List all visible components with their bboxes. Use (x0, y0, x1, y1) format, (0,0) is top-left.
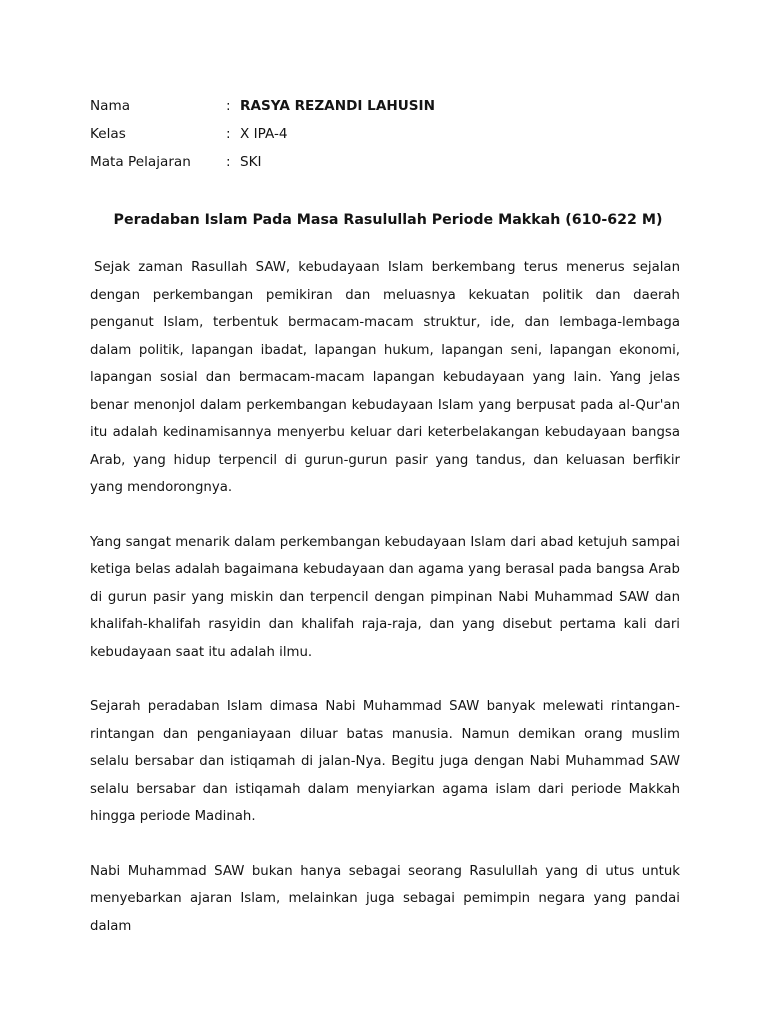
document-title: Peradaban Islam Pada Masa Rasulullah Periode Makkah (610-622 M) (113, 212, 663, 228)
info-colon: : (226, 154, 231, 170)
student-info-table (90, 92, 435, 176)
student-class: X IPA-4 (240, 126, 288, 142)
paragraph-4: Nabi Muhammad SAW bukan hanya sebagai seorang Rasulullah yang di utus untuk menyebarkan ajaran Islam, melainkan juga sebagai pemimpin negara yang pandai dalam (90, 863, 680, 934)
info-label-class: Kelas (90, 126, 126, 142)
info-label-name: Nama (90, 98, 131, 114)
info-row-name (90, 92, 435, 120)
info-colon: : (226, 126, 231, 142)
document-body (90, 254, 680, 940)
paragraph-3: Sejarah peradaban Islam dimasa Nabi Muhammad SAW banyak melewati rintangan-rintangan dan penganiayaan diluar batas manusia. Namun demikan orang muslim selalu bersabar dan istiqamah di jalan-Nya. Begitu juga dengan Nabi Muhammad SAW selalu bersabar dan istiqamah dalam menyiarkan agama islam dari periode Makkah hingga periode Madinah. (90, 699, 680, 824)
student-name: RASYA REZANDI LAHUSIN (240, 98, 435, 114)
paragraph-2: Yang sangat menarik dalam perkembangan kebudayaan Islam dari abad ketujuh sampai ketiga belas adalah bagaimana kebudayaan dan agama yang berasal pada bangsa Arab di gurun pasir yang miskin dan terpencil dengan pimpinan Nabi Muhammad SAW dan khalifah-khalifah rasyidin dan khalifah raja-raja, dan yang disebut pertama kali dari kebudayaan saat itu adalah ilmu. (90, 534, 680, 660)
info-row-subject (90, 148, 435, 176)
info-colon: : (226, 98, 231, 114)
info-row-class (90, 120, 435, 148)
subject-name: SKI (240, 154, 262, 170)
paragraph-1: Sejak zaman Rasullah SAW, kebudayaan Islam berkembang terus menerus sejalan dengan perkembangan pemikiran dan meluasnya kekuatan politik dan daerah penganut Islam, terbentuk bermacam-macam struktur, ide, dan lembaga-lembaga dalam politik, lapangan ibadat, lapangan hukum, lapangan seni, lapangan ekonomi, lapangan sosial dan bermacam-macam lapangan kebudayaan yang lain. Yang jelas benar menonjol dalam perkembangan kebudayaan Islam yang berpusat pada al-Qur'an itu adalah kedinamisannya menyerbu keluar dari keterbelakangan kebudayaan bangsa Arab, yang hidup terpencil di gurun-gurun pasir yang tandus, dan keluasan berfikir yang mendorongnya. (90, 260, 680, 495)
info-label-subject: Mata Pelajaran (90, 154, 191, 170)
